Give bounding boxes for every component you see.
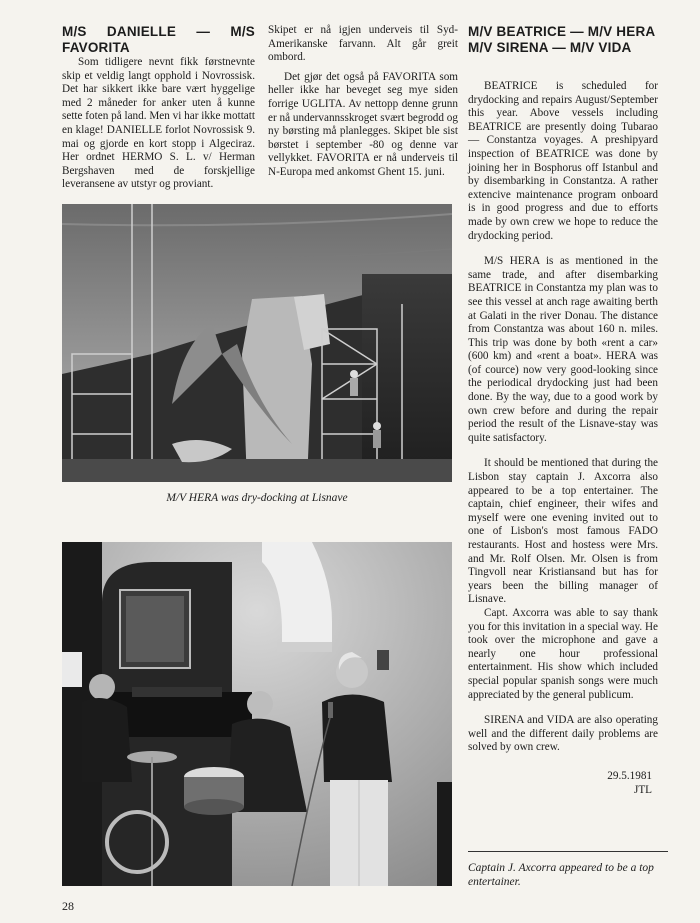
signoff-date: 29.5.1981	[607, 769, 652, 782]
danielle-favorita-column-2	[268, 24, 458, 180]
signoff	[468, 769, 652, 797]
heading-line-2: M/V SIRENA — M/V VIDA	[468, 40, 632, 55]
danielle-continued-paragraph: Skipet er nå igjen underveis til Syd-Amerikanske farvann. Alt går greit ombord.	[268, 24, 458, 64]
page-number: 28	[62, 899, 74, 913]
entertainer-photo-caption: Captain J. Axcorra appeared to be a top entertainer.	[468, 862, 654, 888]
danielle-favorita-heading: M/S DANIELLE — M/S FAVORITA	[62, 24, 255, 55]
entertainer-photo-image	[62, 542, 452, 886]
beatrice-hera-heading	[468, 24, 658, 56]
hera-paragraph: M/S HERA is as mentioned in the same trade, and after disembarking BEATRICE in Constantza my plan was to see this vessel at anch rage awaiting berth at Galati in the river Donau. The distance from Constantza was about 160 n. miles. This trip was done by both «rent a car» (600 km) and «rent a boat». HERA was (of cource) now very good-looking since the periodical drydocking just had been done. By the way, due to a good work by own crew before and during the repair period the result of the Lisnave-stay was quite satisfactory.	[468, 255, 658, 444]
caption-divider	[468, 851, 668, 852]
danielle-favorita-column-1	[62, 24, 255, 192]
beatrice-paragraph: BEATRICE is scheduled for drydocking and repairs August/September this year. Above vessels including BEATRICE are presently doing Tubarao — Constantza voyages. A preshipyard inspection of BEATRICE was done by joining her in Bosphorus off Istanbul and by disembarking in Constantza. A rather extencive maintenance program onboard is in good progress and due to efforts made by own crew we hope to reduce the drydocking period.	[468, 80, 658, 242]
entertainer-photo	[62, 542, 452, 886]
signoff-initials: JTL	[633, 783, 652, 796]
beatrice-hera-column	[468, 24, 658, 797]
lisbon-paragraph: It should be mentioned that during the Lisbon stay captain J. Axcorra also appeared to be a top entertainer. The captain, chief engineer, their wifes and myself were one evening invited out to one of Lisbon's most famous FADO restaurants. Host and hostess were Mrs. and Mr. Rolf Olsen. Mr. Olsen is from Tingvoll near Kristiansand but has for years been the billing manager of Lisnave.	[468, 457, 658, 606]
drydock-photo-caption: M/V HERA was dry-docking at Lisnave	[166, 492, 348, 504]
drydock-photo	[62, 204, 452, 482]
heading-line-1: M/V BEATRICE — M/V HERA	[468, 24, 656, 39]
favorita-paragraph: Det gjør det også på FAVORITA som heller ikke har beveget seg mye siden forrige UGLITA. Av nettopp denne grunn er nå undervannsskroget svært begrodd og ny børsting må planlegges. Skipet ble sist børstet i september -80 og denne var vellykket. FAVORITA er nå underveis til N-Europa med ankomst Ghent 15. juni.	[268, 70, 458, 178]
axcorra-paragraph: Capt. Axcorra was able to say thank you for this invitation in a special way. He took over the microphone and gave a nearly one hour professional entertainment. His show which included special popular spanish songs were much appreciated by the general publicum.	[468, 606, 658, 701]
sirena-vida-paragraph: SIRENA and VIDA are also operating well and the different daily problems are solved by own crew.	[468, 714, 658, 754]
drydock-photo-image	[62, 204, 452, 482]
danielle-paragraph: Som tidligere nevnt fikk førstnevnte skip et veldig langt opphold i Novrossisk. Det har sikkert ikke bare vært hyggelige med 2 måneder for anker uten å kunne sette foten på land. Men vi har ikke mottatt en klage! DANIELLE forlot Novrossisk 9. mai og gjorde en kort stopp i Algeciraz. Her ordnet HERMO S. L. v/ Herman Bergshaven med de forskjellige leveransene av utstyr og proviant.	[62, 56, 255, 191]
